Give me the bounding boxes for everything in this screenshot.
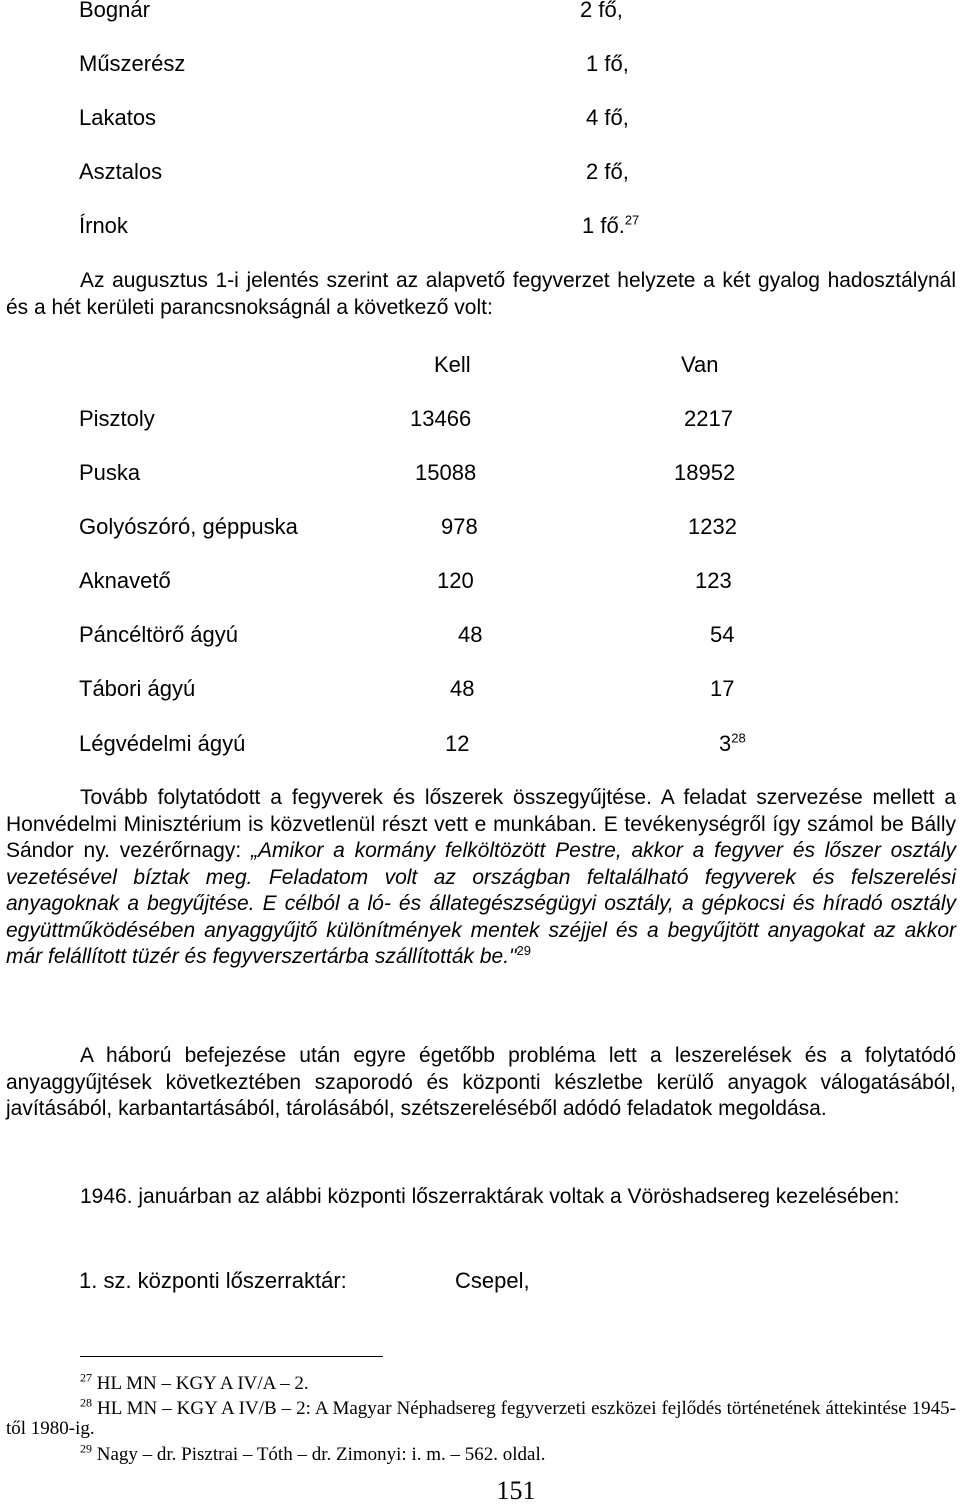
footnote: $^{28}$ HL MN – KGY A IV/B – 2: A Magyar Néphadsereg fegyverzeti eszközei fejlődés történetének áttekintése 1945-től 1980-ig. [6, 1395, 957, 1439]
footnote: $^{27}$ HL MN – KGY A IV/A – 2. [80, 1370, 309, 1394]
weapon-kell: 120 [437, 568, 474, 593]
weapon-kell: 978 [441, 514, 478, 539]
col-header-kell: Kell [434, 352, 471, 377]
staff-count: 1 fő, [586, 51, 629, 76]
staff-count: 1 fő.$^{27}$ [582, 212, 640, 238]
weapon-van: 2217 [684, 406, 733, 431]
weapon-kell: 48 [458, 622, 483, 647]
staff-count: 4 fő, [586, 105, 629, 130]
weapon-name: Aknavető [79, 568, 171, 593]
weapon-van: 1232 [688, 514, 737, 539]
weapon-kell: 13466 [410, 406, 472, 431]
weapon-van: 54 [710, 622, 735, 647]
weapon-name: Páncéltörő ágyú [79, 622, 238, 647]
footnote-ref: 27 [624, 212, 640, 228]
footnote: $^{29}$ Nagy – dr. Pisztrai – Tóth – dr. Zimonyi: i. m. – 562. oldal. [80, 1441, 546, 1465]
weapon-van: 123 [695, 568, 732, 593]
weapon-van: $3^{28}$ [719, 730, 746, 756]
weapon-kell: 15088 [415, 460, 477, 485]
staff-role: Lakatos [79, 105, 157, 130]
weapon-name: Puska [79, 460, 141, 485]
weapon-kell: 12 [445, 731, 470, 756]
intro-paragraph: Az augusztus 1-i jelentés szerint az alapvető fegyverzet helyzete a két gyalog hadosztálynál és a hét kerületi parancsnokságnál a következő volt: [6, 269, 956, 319]
page-number: 151 [496, 1476, 536, 1505]
body-paragraph: 1946. januárban az alábbi központi lőszerraktárak voltak a Vöröshadsereg kezelésében: [80, 1185, 900, 1208]
weapon-name: Pisztoly [79, 406, 155, 431]
staff-role: Bognár [79, 0, 150, 22]
body-paragraph: A háború befejezése után egyre égetőbb probléma lett a leszerelések és a folytatódó anyaggyűjtések következtében szaporodó és központi készletbe kerülő anyagok válogatásából, javításából, karbantartásából, tárolásából, szétszereléséből adódó feladatok megoldása. [6, 1044, 956, 1120]
staff-count: 2 fő, [580, 0, 623, 22]
weapon-van: 18952 [674, 460, 736, 485]
weapon-name: Tábori ágyú [79, 676, 196, 701]
staff-count: 2 fő, [586, 159, 629, 184]
weapon-name: Légvédelmi ágyú [79, 731, 246, 756]
col-header-van: Van [681, 352, 719, 377]
weapon-van: 17 [710, 676, 735, 701]
staff-role: Asztalos [79, 159, 163, 184]
staff-role: Írnok [79, 213, 128, 238]
weapon-kell: 48 [450, 676, 475, 701]
weapon-name: Golyószóró, géppuska [79, 514, 298, 539]
quotation: „Amikor a kormány felköltözött Pestre, akkor a fegyver és lőszer osztály vezetésével bíztak meg. Feladatom volt az országban feltalálható fegyverek és felszerelési anyagoknak a begyűjtése. E célból a ló- és állategészségügyi osztály, a gépkocsi és híradó osztály együttműködésében anyaggyűjtő különítmények mentek széjjel és a begyűjtött anyagokat az akkor már felállított tüzér és fegyverszertárba szállították be." [6, 839, 956, 968]
footnote-ref: 29 [516, 943, 531, 958]
depot-label: 1. sz. központi lőszerraktár: [79, 1268, 347, 1293]
quote-paragraph: Tovább folytatódott a fegyverek és lőszerek összegyűjtése. A feladat szervezése mellett a Honvédelmi Minisztérium is közvetlenül részt vett e munkában. E tevékenységről így számol be Bálly Sándor ny. vezérőrnagy: „Amikor a kormány felköltözött Pestre, akkor a fegyver és lőszer osztály vezetésével bíztak meg. Feladatom volt az országban feltalálható fegyverek és felszerelési anyagoknak a begyűjtése. E célból a ló- és állategészségügyi osztály, a gépkocsi és híradó osztály együttműködésében anyaggyűjtő különítmények mentek széjjel és a begyűjtött anyagokat az akkor már felállított tüzér és fegyverszertárba szállították be."$^{29}$ [6, 786, 956, 968]
depot-place: Csepel, [455, 1268, 530, 1293]
footnote-ref: 28 [731, 730, 746, 746]
footnote-separator [80, 1356, 383, 1357]
staff-role: Műszerész [79, 51, 186, 76]
